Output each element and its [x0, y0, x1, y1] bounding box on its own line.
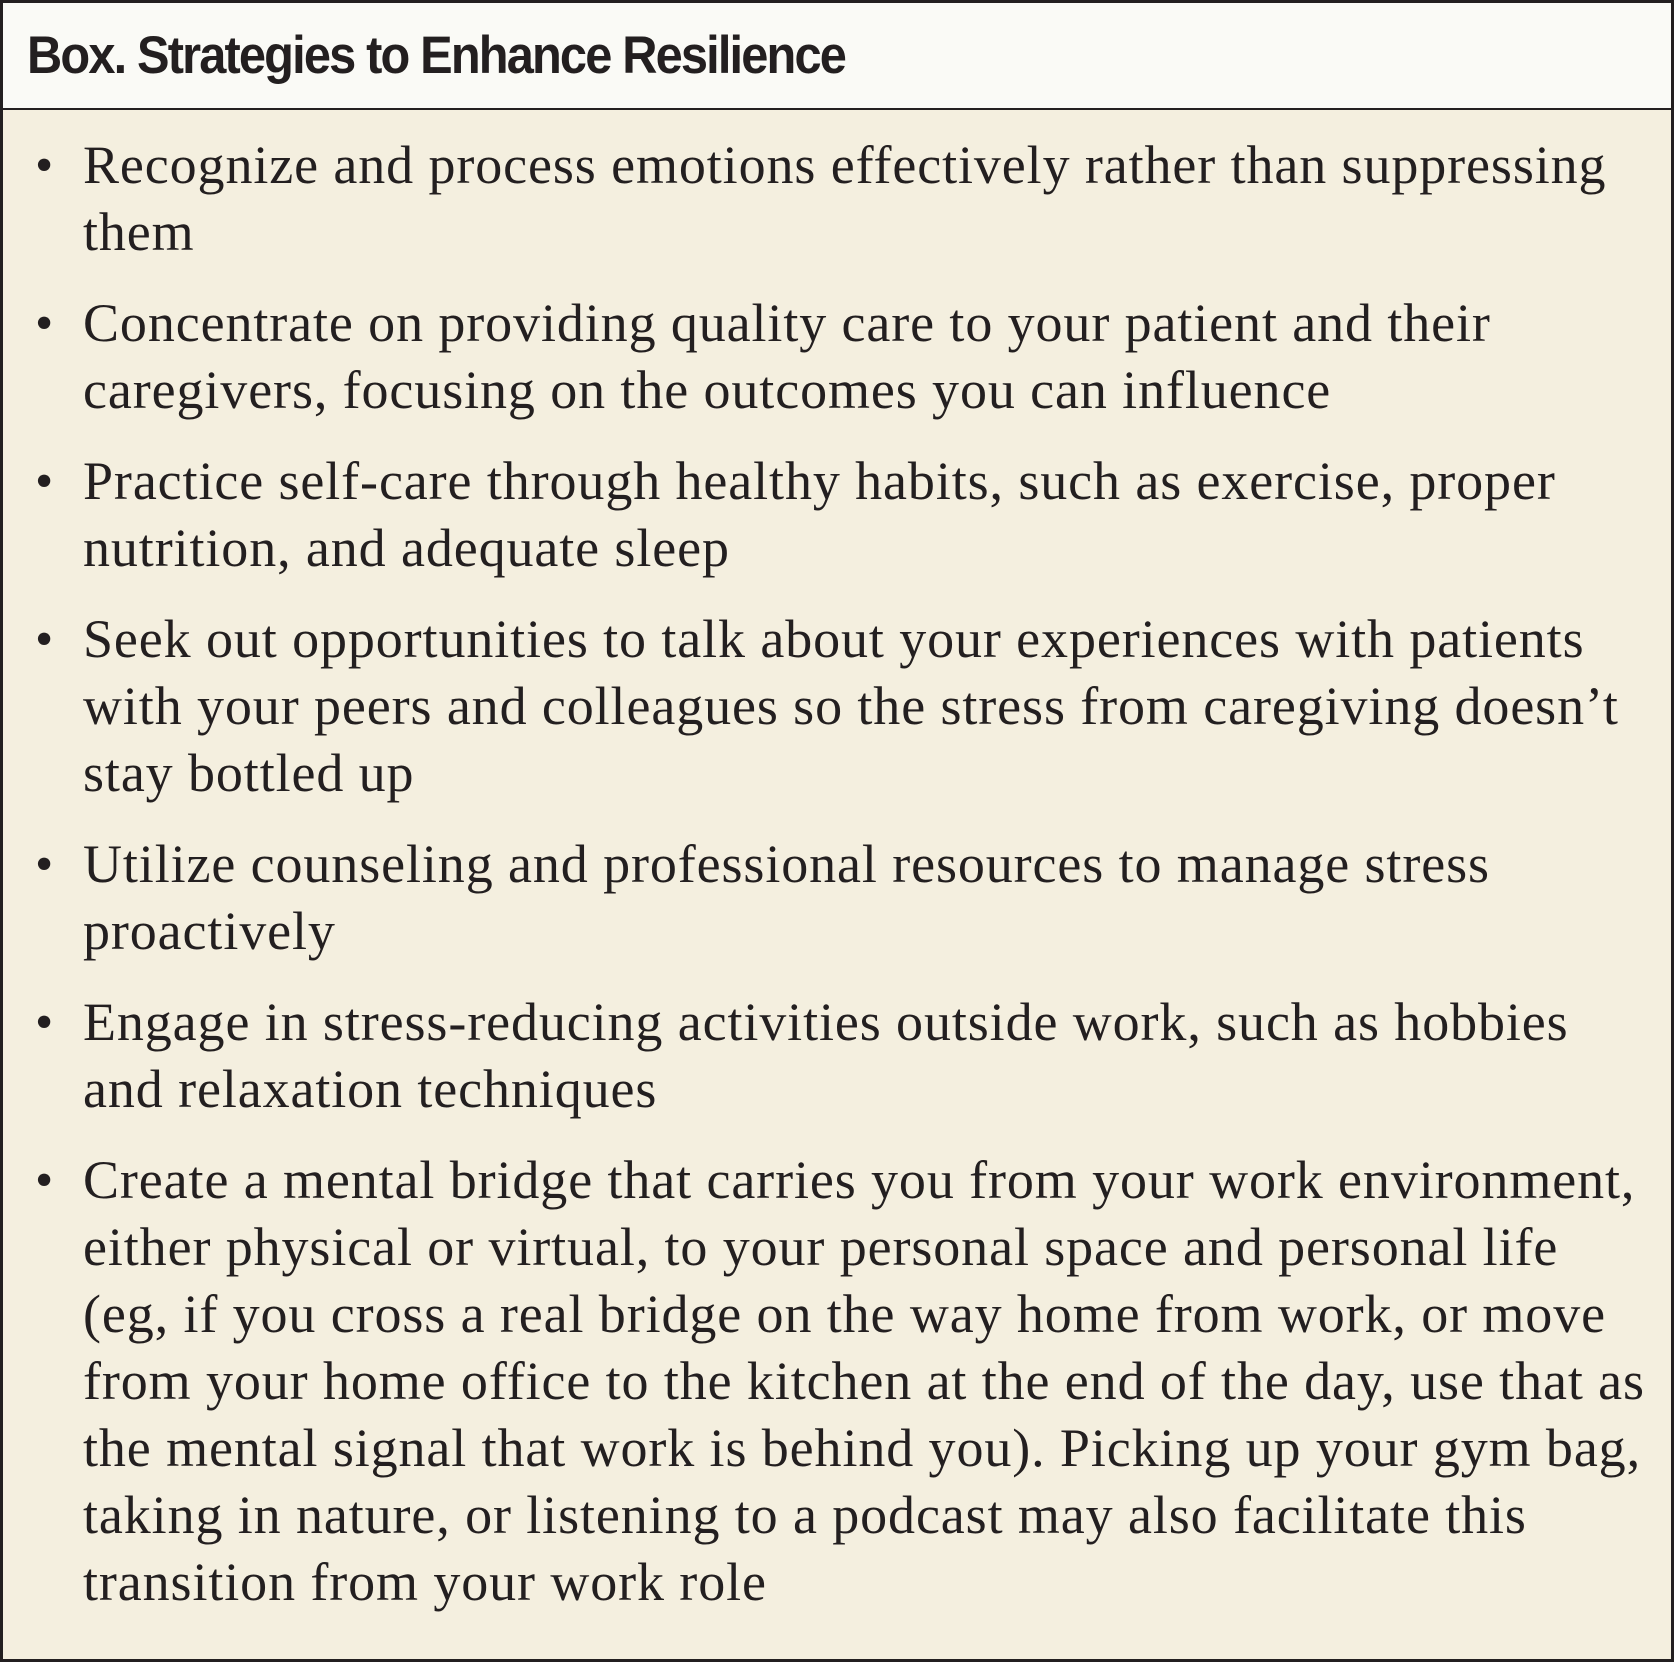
list-item	[35, 448, 1653, 582]
bullet-icon: •	[35, 994, 54, 1051]
bullet-icon: •	[35, 611, 54, 668]
list-item-text: Seek out opportunities to talk about your experiences with patients with your peers and colleagues so the stress from caregiving doesn’t stay bottled up	[83, 609, 1619, 803]
list-item	[35, 132, 1653, 266]
bullet-icon: •	[35, 453, 54, 510]
list-item-text: Engage in stress-reducing activities outside work, such as hobbies and relaxation techniques	[83, 992, 1569, 1119]
bullet-icon: •	[35, 295, 54, 352]
list-item-text: Practice self-care through healthy habits, such as exercise, proper nutrition, and adequate sleep	[83, 451, 1556, 578]
bullet-icon: •	[35, 137, 54, 194]
strategies-list	[3, 110, 1671, 1616]
list-item-text: Concentrate on providing quality care to your patient and their caregivers, focusing on the outcomes you can influence	[83, 293, 1491, 420]
list-item-text: Recognize and process emotions effectively rather than suppressing them	[83, 135, 1607, 262]
box-header	[3, 3, 1671, 110]
bullet-icon: •	[35, 836, 54, 893]
list-item	[35, 606, 1653, 807]
list-item	[35, 989, 1653, 1123]
bullet-icon: •	[35, 1152, 54, 1209]
list-item	[35, 1147, 1653, 1616]
list-item	[35, 290, 1653, 424]
box-title: Box. Strategies to Enhance Resilience	[27, 26, 846, 85]
list-item-text: Utilize counseling and professional resources to manage stress proactively	[83, 834, 1490, 961]
list-item-text: Create a mental bridge that carries you from your work environment, either physical or virtual, to your personal space and personal life (eg, if you cross a real bridge on the way home from work, or move from your home office to the kitchen at the end of the day, use that as the mental signal that work is behind you). Picking up your gym bag, taking in nature, or listening to a podcast may also facilitate this transition from your work role	[83, 1150, 1645, 1612]
list-item	[35, 831, 1653, 965]
